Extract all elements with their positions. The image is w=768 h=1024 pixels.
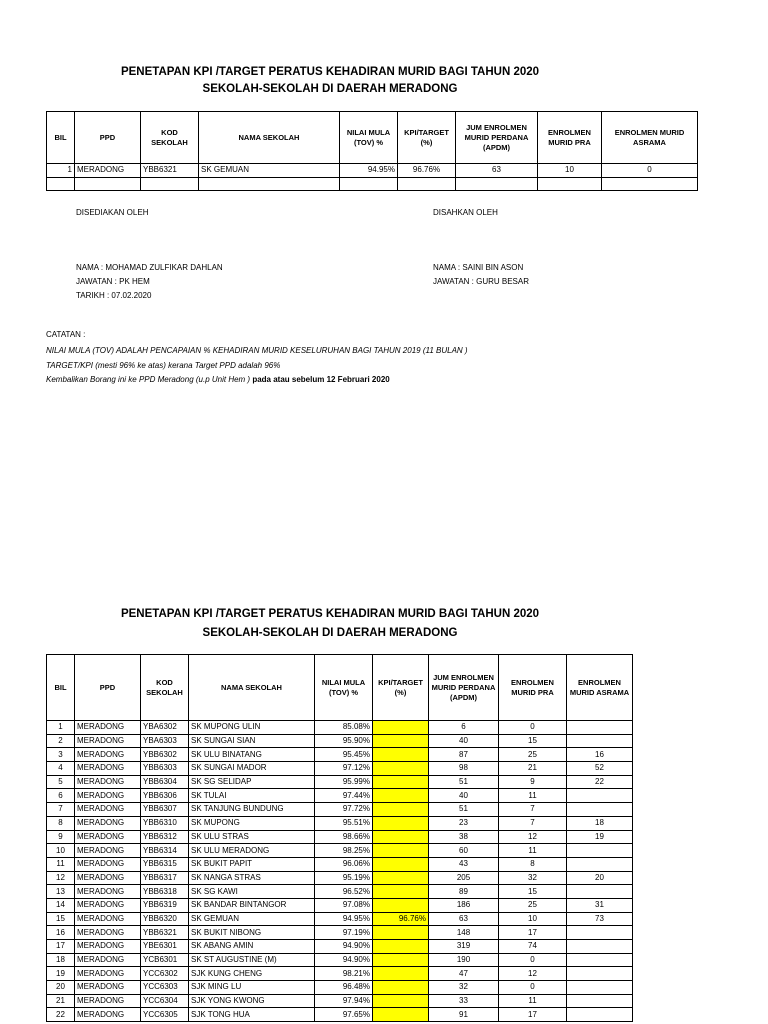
cell-ppd: MERADONG bbox=[75, 953, 141, 967]
approved-by-label: DISAHKAN OLEH bbox=[433, 208, 498, 217]
cell-kpi bbox=[373, 762, 429, 776]
cell-kod: YBB6310 bbox=[141, 816, 189, 830]
cell-nama: SK SUNGAI MADOR bbox=[189, 762, 315, 776]
cell-ppd: MERADONG bbox=[75, 912, 141, 926]
cell-asrama bbox=[567, 1008, 633, 1022]
cell-pra: 25 bbox=[499, 748, 567, 762]
cell-bil: 14 bbox=[47, 898, 75, 912]
cell-nama: SK ULU BINATANG bbox=[189, 748, 315, 762]
cell-kod: YBB6307 bbox=[141, 803, 189, 817]
cell-apdm: 186 bbox=[429, 898, 499, 912]
cell-tov: 98.25% bbox=[315, 844, 373, 858]
cell-kod: YBB6317 bbox=[141, 871, 189, 885]
cell-tov: 97.44% bbox=[315, 789, 373, 803]
cell-apdm: 40 bbox=[429, 789, 499, 803]
cell-nama: SJK TONG HUA bbox=[189, 1008, 315, 1022]
cell-nama: SK SG KAWI bbox=[189, 885, 315, 899]
table-row bbox=[47, 898, 633, 912]
cell-kod: YCC6302 bbox=[141, 967, 189, 981]
cell-apdm: 89 bbox=[429, 885, 499, 899]
cell-bil: 6 bbox=[47, 789, 75, 803]
cell-kod: YBA6302 bbox=[141, 721, 189, 735]
cell-kpi bbox=[373, 830, 429, 844]
prepared-date: TARIKH : 07.02.2020 bbox=[76, 291, 152, 300]
header-kod-sekolah: KOD SEKOLAH bbox=[141, 655, 189, 721]
cell-ppd: MERADONG bbox=[75, 775, 141, 789]
cell-bil: 3 bbox=[47, 748, 75, 762]
cell-apdm: 319 bbox=[429, 940, 499, 954]
cell-asrama bbox=[567, 721, 633, 735]
cell-asrama bbox=[567, 953, 633, 967]
cell-ppd: MERADONG bbox=[75, 967, 141, 981]
notes-label: CATATAN : bbox=[46, 330, 86, 339]
cell-pra: 11 bbox=[499, 789, 567, 803]
header-bil: BIL bbox=[47, 112, 75, 164]
cell-ppd: MERADONG bbox=[75, 994, 141, 1008]
cell-kod: YBE6301 bbox=[141, 940, 189, 954]
cell-apdm: 87 bbox=[429, 748, 499, 762]
cell-apdm: 6 bbox=[429, 721, 499, 735]
cell-kod: YBB6321 bbox=[141, 164, 199, 178]
cell-pra: 17 bbox=[499, 1008, 567, 1022]
header-enrolmen-asrama: ENROLMEN MURID ASRAMA bbox=[567, 655, 633, 721]
cell-ppd: MERADONG bbox=[75, 926, 141, 940]
cell-tov: 95.19% bbox=[315, 871, 373, 885]
cell-kod: YBB6312 bbox=[141, 830, 189, 844]
cell-ppd: MERADONG bbox=[75, 762, 141, 776]
table-row bbox=[47, 816, 633, 830]
cell-ppd: MERADONG bbox=[75, 885, 141, 899]
cell-kod: YCC6305 bbox=[141, 1008, 189, 1022]
cell-pra: 17 bbox=[499, 926, 567, 940]
cell-bil: 2 bbox=[47, 734, 75, 748]
section1-header-row bbox=[47, 112, 698, 164]
notes-deadline: pada atau sebelum 12 Februari 2020 bbox=[250, 375, 390, 384]
cell-nama: SK ULU MERADONG bbox=[189, 844, 315, 858]
cell-pra: 0 bbox=[499, 953, 567, 967]
cell-apdm: 43 bbox=[429, 857, 499, 871]
cell-bil: 15 bbox=[47, 912, 75, 926]
section2-table bbox=[46, 654, 633, 1022]
cell-apdm: 91 bbox=[429, 1008, 499, 1022]
cell-kpi: 96.76% bbox=[373, 912, 429, 926]
cell-pra: 21 bbox=[499, 762, 567, 776]
table-row bbox=[47, 803, 633, 817]
cell-tov: 94.95% bbox=[315, 912, 373, 926]
cell-kpi bbox=[373, 940, 429, 954]
cell-bil: 5 bbox=[47, 775, 75, 789]
header-ppd: PPD bbox=[75, 112, 141, 164]
cell-kpi bbox=[373, 898, 429, 912]
cell-tov: 97.08% bbox=[315, 898, 373, 912]
cell-tov: 96.48% bbox=[315, 981, 373, 995]
cell-ppd: MERADONG bbox=[75, 981, 141, 995]
cell-kpi bbox=[373, 885, 429, 899]
prepared-position: JAWATAN : PK HEM bbox=[76, 277, 150, 286]
cell-kpi bbox=[373, 803, 429, 817]
cell-asrama: 18 bbox=[567, 816, 633, 830]
table-row bbox=[47, 926, 633, 940]
cell-kod: YBB6319 bbox=[141, 898, 189, 912]
cell-kod: YBB6315 bbox=[141, 857, 189, 871]
header-enrolmen-asrama: ENROLMEN MURID ASRAMA bbox=[602, 112, 698, 164]
cell-apdm: 23 bbox=[429, 816, 499, 830]
cell-apdm: 205 bbox=[429, 871, 499, 885]
notes-line2: TARGET/KPI (mesti 96% ke atas) kerana Target PPD adalah 96% bbox=[46, 361, 281, 370]
cell-nama: SK GEMUAN bbox=[199, 164, 340, 178]
cell-kpi bbox=[373, 857, 429, 871]
cell-nama: SK TANJUNG BUNDUNG bbox=[189, 803, 315, 817]
cell-ppd: MERADONG bbox=[75, 857, 141, 871]
cell-kod: YBB6318 bbox=[141, 885, 189, 899]
cell-apdm: 51 bbox=[429, 775, 499, 789]
cell-bil: 11 bbox=[47, 857, 75, 871]
cell-bil: 13 bbox=[47, 885, 75, 899]
header-nilai-mula: NILAI MULA (TOV) % bbox=[340, 112, 398, 164]
header-nama-sekolah: NAMA SEKOLAH bbox=[189, 655, 315, 721]
table-row bbox=[47, 981, 633, 995]
cell-asrama bbox=[567, 789, 633, 803]
table-row bbox=[47, 871, 633, 885]
cell-asrama: 16 bbox=[567, 748, 633, 762]
header-jum-enrolmen: JUM ENROLMEN MURID PERDANA (APDM) bbox=[429, 655, 499, 721]
cell-ppd: MERADONG bbox=[75, 721, 141, 735]
cell-apdm: 33 bbox=[429, 994, 499, 1008]
cell-nama: SK GEMUAN bbox=[189, 912, 315, 926]
cell-pra: 15 bbox=[499, 885, 567, 899]
cell-nama: SJK KUNG CHENG bbox=[189, 967, 315, 981]
cell-asrama: 19 bbox=[567, 830, 633, 844]
cell-apdm: 40 bbox=[429, 734, 499, 748]
section1-table bbox=[46, 111, 698, 191]
cell-asrama: 52 bbox=[567, 762, 633, 776]
table-row bbox=[47, 734, 633, 748]
cell-kpi bbox=[373, 789, 429, 803]
header-kod-sekolah: KOD SEKOLAH bbox=[141, 112, 199, 164]
cell-ppd: MERADONG bbox=[75, 940, 141, 954]
section1-empty-row bbox=[47, 177, 698, 191]
table-row bbox=[47, 994, 633, 1008]
cell-nama: SJK MING LU bbox=[189, 981, 315, 995]
cell-asrama: 20 bbox=[567, 871, 633, 885]
cell-apdm: 38 bbox=[429, 830, 499, 844]
cell-kpi bbox=[373, 775, 429, 789]
cell-pra: 0 bbox=[499, 721, 567, 735]
cell-tov: 97.94% bbox=[315, 994, 373, 1008]
cell-kpi bbox=[373, 871, 429, 885]
cell-nama: SK ABANG AMIN bbox=[189, 940, 315, 954]
table-row bbox=[47, 1008, 633, 1022]
cell-nama: SK SG SELIDAP bbox=[189, 775, 315, 789]
cell-kod: YBB6306 bbox=[141, 789, 189, 803]
prepared-by-label: DISEDIAKAN OLEH bbox=[76, 208, 149, 217]
cell-asrama bbox=[567, 885, 633, 899]
table-row bbox=[47, 857, 633, 871]
cell-asrama: 73 bbox=[567, 912, 633, 926]
cell-kpi bbox=[373, 748, 429, 762]
cell-nama: SK MUPONG bbox=[189, 816, 315, 830]
cell-kod: YBB6302 bbox=[141, 748, 189, 762]
cell-asrama bbox=[567, 981, 633, 995]
cell-tov: 97.12% bbox=[315, 762, 373, 776]
cell-bil: 19 bbox=[47, 967, 75, 981]
cell-nama: SK BANDAR BINTANGOR bbox=[189, 898, 315, 912]
header-ppd: PPD bbox=[75, 655, 141, 721]
cell-asrama bbox=[567, 844, 633, 858]
cell-apdm: 63 bbox=[456, 164, 538, 178]
cell-pra: 25 bbox=[499, 898, 567, 912]
cell-apdm: 190 bbox=[429, 953, 499, 967]
cell-kpi bbox=[373, 967, 429, 981]
cell-tov: 98.66% bbox=[315, 830, 373, 844]
cell-bil: 8 bbox=[47, 816, 75, 830]
cell-tov: 97.65% bbox=[315, 1008, 373, 1022]
section1-data-row bbox=[47, 164, 698, 178]
cell-asrama bbox=[567, 994, 633, 1008]
cell-tov: 97.19% bbox=[315, 926, 373, 940]
section1-title-line2: SEKOLAH-SEKOLAH DI DAERAH MERADONG bbox=[202, 83, 458, 95]
cell-pra: 7 bbox=[499, 816, 567, 830]
header-enrolmen-pra: ENROLMEN MURID PRA bbox=[499, 655, 567, 721]
cell-kpi bbox=[373, 953, 429, 967]
cell-bil: 22 bbox=[47, 1008, 75, 1022]
table-row bbox=[47, 967, 633, 981]
cell-bil: 16 bbox=[47, 926, 75, 940]
header-nilai-mula: NILAI MULA (TOV) % bbox=[315, 655, 373, 721]
section2-title-line1: PENETAPAN KPI /TARGET PERATUS KEHADIRAN MURID BAGI TAHUN 2020 bbox=[120, 608, 540, 620]
cell-kpi: 96.76% bbox=[398, 164, 456, 178]
cell-apdm: 98 bbox=[429, 762, 499, 776]
cell-bil: 4 bbox=[47, 762, 75, 776]
cell-tov: 95.45% bbox=[315, 748, 373, 762]
cell-kod: YCC6303 bbox=[141, 981, 189, 995]
cell-asrama: 31 bbox=[567, 898, 633, 912]
cell-kpi bbox=[373, 816, 429, 830]
table-row bbox=[47, 844, 633, 858]
cell-pra: 10 bbox=[538, 164, 602, 178]
cell-nama: SK MUPONG ULIN bbox=[189, 721, 315, 735]
cell-pra: 15 bbox=[499, 734, 567, 748]
cell-pra: 7 bbox=[499, 803, 567, 817]
table-row bbox=[47, 940, 633, 954]
cell-asrama bbox=[567, 926, 633, 940]
cell-bil: 10 bbox=[47, 844, 75, 858]
cell-kpi bbox=[373, 926, 429, 940]
cell-kod: YBA6303 bbox=[141, 734, 189, 748]
cell-ppd: MERADONG bbox=[75, 871, 141, 885]
table-row bbox=[47, 830, 633, 844]
cell-nama: SK SUNGAI SIAN bbox=[189, 734, 315, 748]
cell-pra: 10 bbox=[499, 912, 567, 926]
table-row bbox=[47, 789, 633, 803]
cell-nama: SK TULAI bbox=[189, 789, 315, 803]
cell-pra: 11 bbox=[499, 994, 567, 1008]
cell-asrama bbox=[567, 967, 633, 981]
cell-kod: YCB6301 bbox=[141, 953, 189, 967]
cell-ppd: MERADONG bbox=[75, 803, 141, 817]
header-kpi-target: KPI/TARGET (%) bbox=[398, 112, 456, 164]
cell-kpi bbox=[373, 721, 429, 735]
cell-bil: 1 bbox=[47, 721, 75, 735]
cell-kod: YBB6303 bbox=[141, 762, 189, 776]
cell-tov: 98.21% bbox=[315, 967, 373, 981]
cell-asrama: 22 bbox=[567, 775, 633, 789]
cell-tov: 95.51% bbox=[315, 816, 373, 830]
cell-tov: 97.72% bbox=[315, 803, 373, 817]
cell-tov: 96.06% bbox=[315, 857, 373, 871]
cell-ppd: MERADONG bbox=[75, 734, 141, 748]
cell-kpi bbox=[373, 844, 429, 858]
header-jum-enrolmen: JUM ENROLMEN MURID PERDANA (APDM) bbox=[456, 112, 538, 164]
cell-ppd: MERADONG bbox=[75, 789, 141, 803]
cell-kpi bbox=[373, 981, 429, 995]
cell-pra: 11 bbox=[499, 844, 567, 858]
cell-nama: SJK YONG KWONG bbox=[189, 994, 315, 1008]
cell-bil: 18 bbox=[47, 953, 75, 967]
header-bil: BIL bbox=[47, 655, 75, 721]
cell-nama: SK BUKIT NIBONG bbox=[189, 926, 315, 940]
cell-tov: 94.95% bbox=[340, 164, 398, 178]
cell-tov: 95.99% bbox=[315, 775, 373, 789]
cell-tov: 96.52% bbox=[315, 885, 373, 899]
cell-kpi bbox=[373, 994, 429, 1008]
cell-pra: 8 bbox=[499, 857, 567, 871]
cell-tov: 95.90% bbox=[315, 734, 373, 748]
section2-title-line2: SEKOLAH-SEKOLAH DI DAERAH MERADONG bbox=[202, 627, 458, 639]
approved-name: NAMA : SAINI BIN ASON bbox=[433, 263, 524, 272]
table-row bbox=[47, 953, 633, 967]
cell-bil: 17 bbox=[47, 940, 75, 954]
section2-header-row bbox=[47, 655, 633, 721]
cell-bil: 12 bbox=[47, 871, 75, 885]
cell-asrama bbox=[567, 803, 633, 817]
cell-asrama: 0 bbox=[602, 164, 698, 178]
notes-line1: NILAI MULA (TOV) ADALAH PENCAPAIAN % KEHADIRAN MURID KESELURUHAN BAGI TAHUN 2019 (11 BULAN ) bbox=[46, 346, 468, 355]
cell-ppd: MERADONG bbox=[75, 844, 141, 858]
cell-kod: YCC6304 bbox=[141, 994, 189, 1008]
notes-line3 bbox=[46, 375, 390, 384]
cell-ppd: MERADONG bbox=[75, 164, 141, 178]
prepared-name: NAMA : MOHAMAD ZULFIKAR DAHLAN bbox=[76, 263, 223, 272]
cell-bil: 7 bbox=[47, 803, 75, 817]
cell-asrama bbox=[567, 857, 633, 871]
cell-pra: 12 bbox=[499, 967, 567, 981]
table-row bbox=[47, 721, 633, 735]
cell-tov: 94.90% bbox=[315, 940, 373, 954]
cell-bil: 9 bbox=[47, 830, 75, 844]
cell-kpi bbox=[373, 734, 429, 748]
cell-apdm: 148 bbox=[429, 926, 499, 940]
header-kpi-target: KPI/TARGET (%) bbox=[373, 655, 429, 721]
cell-pra: 0 bbox=[499, 981, 567, 995]
cell-ppd: MERADONG bbox=[75, 1008, 141, 1022]
cell-kod: YBB6304 bbox=[141, 775, 189, 789]
header-nama-sekolah: NAMA SEKOLAH bbox=[199, 112, 340, 164]
cell-apdm: 51 bbox=[429, 803, 499, 817]
table-row bbox=[47, 775, 633, 789]
cell-nama: SK BUKIT PAPIT bbox=[189, 857, 315, 871]
cell-pra: 9 bbox=[499, 775, 567, 789]
cell-bil: 21 bbox=[47, 994, 75, 1008]
cell-ppd: MERADONG bbox=[75, 830, 141, 844]
table-row bbox=[47, 885, 633, 899]
cell-pra: 74 bbox=[499, 940, 567, 954]
cell-bil: 20 bbox=[47, 981, 75, 995]
cell-asrama bbox=[567, 734, 633, 748]
cell-kod: YBB6314 bbox=[141, 844, 189, 858]
cell-apdm: 60 bbox=[429, 844, 499, 858]
cell-nama: SK ST AUGUSTINE (M) bbox=[189, 953, 315, 967]
cell-asrama bbox=[567, 940, 633, 954]
table-row bbox=[47, 912, 633, 926]
cell-apdm: 63 bbox=[429, 912, 499, 926]
cell-nama: SK NANGA STRAS bbox=[189, 871, 315, 885]
table-row bbox=[47, 748, 633, 762]
cell-pra: 12 bbox=[499, 830, 567, 844]
section2-body bbox=[47, 721, 633, 1022]
cell-kod: YBB6320 bbox=[141, 912, 189, 926]
cell-pra: 32 bbox=[499, 871, 567, 885]
section1-title-line1: PENETAPAN KPI /TARGET PERATUS KEHADIRAN MURID BAGI TAHUN 2020 bbox=[120, 66, 540, 78]
cell-tov: 85.08% bbox=[315, 721, 373, 735]
cell-kod: YBB6321 bbox=[141, 926, 189, 940]
cell-tov: 94.90% bbox=[315, 953, 373, 967]
cell-nama: SK ULU STRAS bbox=[189, 830, 315, 844]
cell-ppd: MERADONG bbox=[75, 898, 141, 912]
notes-line3-normal: Kembalikan Borang ini ke PPD Meradong (u.p Unit Hem ) bbox=[46, 375, 251, 384]
cell-kpi bbox=[373, 1008, 429, 1022]
cell-bil: 1 bbox=[47, 164, 75, 178]
cell-ppd: MERADONG bbox=[75, 816, 141, 830]
approved-position: JAWATAN : GURU BESAR bbox=[433, 277, 530, 286]
cell-apdm: 32 bbox=[429, 981, 499, 995]
table-row bbox=[47, 762, 633, 776]
header-enrolmen-pra: ENROLMEN MURID PRA bbox=[538, 112, 602, 164]
cell-ppd: MERADONG bbox=[75, 748, 141, 762]
cell-apdm: 47 bbox=[429, 967, 499, 981]
